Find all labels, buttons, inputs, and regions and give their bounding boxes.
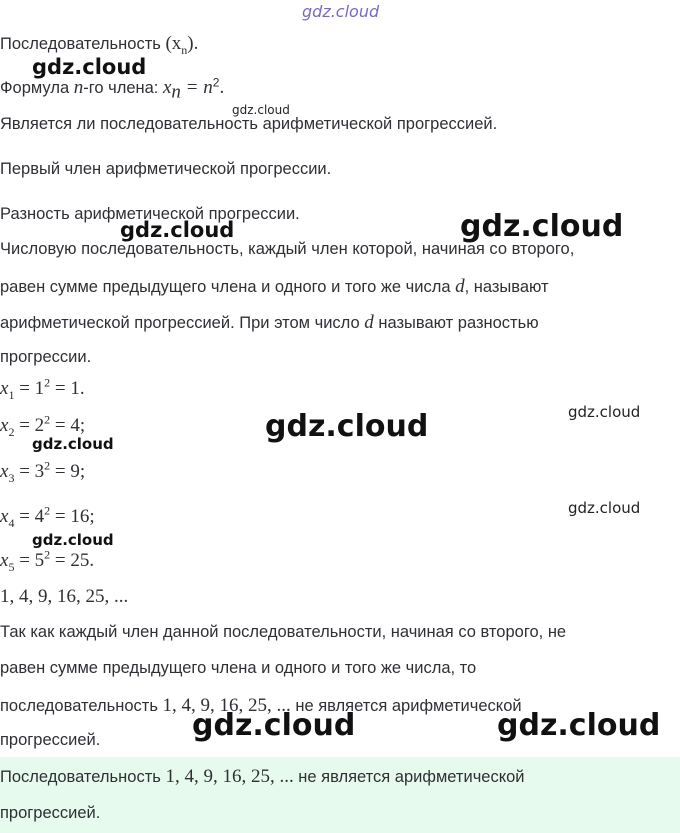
formula-result: = 1. [50, 378, 85, 399]
definition-d: d [455, 276, 465, 297]
formula-var: x [0, 550, 9, 571]
question-1: Является ли последовательность арифметической прогрессией. [0, 115, 498, 133]
formula-x5 [0, 547, 95, 574]
watermark: gdz.cloud [568, 403, 641, 421]
formula-result: = 4; [50, 415, 86, 436]
formula-var: x [0, 461, 9, 482]
watermark: gdz.cloud [265, 409, 429, 444]
formula-line [0, 75, 225, 103]
formula-result: = 25. [50, 550, 95, 571]
answer-text-end: не является арифметической [293, 768, 525, 786]
conclusion-line-4: прогрессией. [0, 731, 101, 749]
sequence-math-open [165, 33, 199, 57]
formula-power: 2 [44, 375, 51, 390]
formula-sub: n [171, 81, 181, 103]
formula-x2 [0, 412, 86, 439]
definition-line-2 [0, 276, 549, 298]
definition-line-1: Числовую последовательность, каждый член которой, начиная со второго, [0, 240, 575, 258]
formula-label: Формула [0, 79, 74, 97]
sequence-line [0, 33, 198, 55]
formula-var: x [0, 506, 9, 527]
sequence-math-x: (x [165, 33, 182, 54]
watermark: gdz.cloud [568, 499, 641, 517]
answer-line-2: прогрессией. [0, 804, 101, 822]
formula-power: 2 [44, 458, 51, 473]
watermark: gdz.cloud [120, 218, 235, 242]
watermark: gdz.cloud [32, 531, 114, 549]
conclusion-line-2: равен сумме предыдущего члена и одного и того же числа, то [0, 659, 477, 677]
formula-index: 2 [8, 424, 15, 439]
formula-end: . [219, 77, 225, 98]
sequence-label: Последовательность [0, 35, 166, 53]
formula-index: 5 [8, 559, 15, 574]
formula-base: = 3 [14, 461, 45, 482]
answer-line-1 [0, 766, 525, 788]
conclusion-sequence: 1, 4, 9, 16, 25, ... [162, 695, 291, 716]
formula-result: = 16; [50, 506, 95, 527]
definition-d: d [364, 312, 374, 333]
conclusion-line-1: Так как каждый член данной последовательности, начиная со второго, не [0, 623, 567, 641]
sequence-values: 1, 4, 9, 16, 25, ... [0, 586, 129, 607]
watermark: gdz.cloud [232, 103, 290, 117]
definition-text: равен сумме предыдущего члена и одного и того же числа [0, 278, 456, 296]
sequence-math-end: ). [187, 33, 199, 54]
formula-mid: -го члена: [83, 79, 163, 97]
definition-text: арифметической прогрессией. При этом число [0, 314, 365, 332]
formula-index: 4 [8, 515, 15, 530]
watermark: gdz.cloud [192, 708, 356, 743]
formula-base: = 2 [14, 415, 45, 436]
formula-base: = 1 [14, 378, 45, 399]
formula-sup: 2 [212, 75, 220, 90]
formula-n: n [73, 77, 84, 98]
formula-x: x [162, 77, 172, 98]
question-2: Первый член арифметической прогрессии. [0, 160, 332, 178]
formula-index: 1 [8, 387, 15, 402]
formula-x1 [0, 375, 85, 402]
formula-power: 2 [44, 547, 51, 562]
sequence-math-sub: n [181, 42, 188, 57]
watermark: gdz.cloud [497, 708, 661, 743]
definition-text-end: , называют [464, 278, 549, 296]
formula-x3 [0, 458, 86, 485]
formula-base: = 5 [14, 550, 45, 571]
formula-var: x [0, 378, 9, 399]
formula-index: 3 [8, 470, 15, 485]
definition-line-3 [0, 312, 539, 334]
question-3: Разность арифметической прогрессии. [0, 205, 300, 223]
watermark-top: gdz.cloud [302, 2, 380, 21]
formula-power: 2 [44, 503, 51, 518]
formula-x4 [0, 503, 95, 530]
formula-eq: = n [180, 77, 213, 98]
watermark: gdz.cloud [32, 435, 114, 453]
answer-sequence: 1, 4, 9, 16, 25, ... [165, 766, 294, 787]
watermark: gdz.cloud [32, 55, 147, 79]
answer-text: Последовательность [0, 768, 166, 786]
formula-base: = 4 [14, 506, 45, 527]
formula-result: = 9; [50, 461, 86, 482]
formula-power: 2 [44, 412, 51, 427]
conclusion-text-end: не является арифметической [290, 697, 522, 715]
formula-var: x [0, 415, 9, 436]
watermark: gdz.cloud [460, 209, 624, 244]
definition-text-end: называют разностью [373, 314, 539, 332]
definition-line-4: прогрессии. [0, 348, 92, 366]
conclusion-text: последовательность [0, 697, 163, 715]
